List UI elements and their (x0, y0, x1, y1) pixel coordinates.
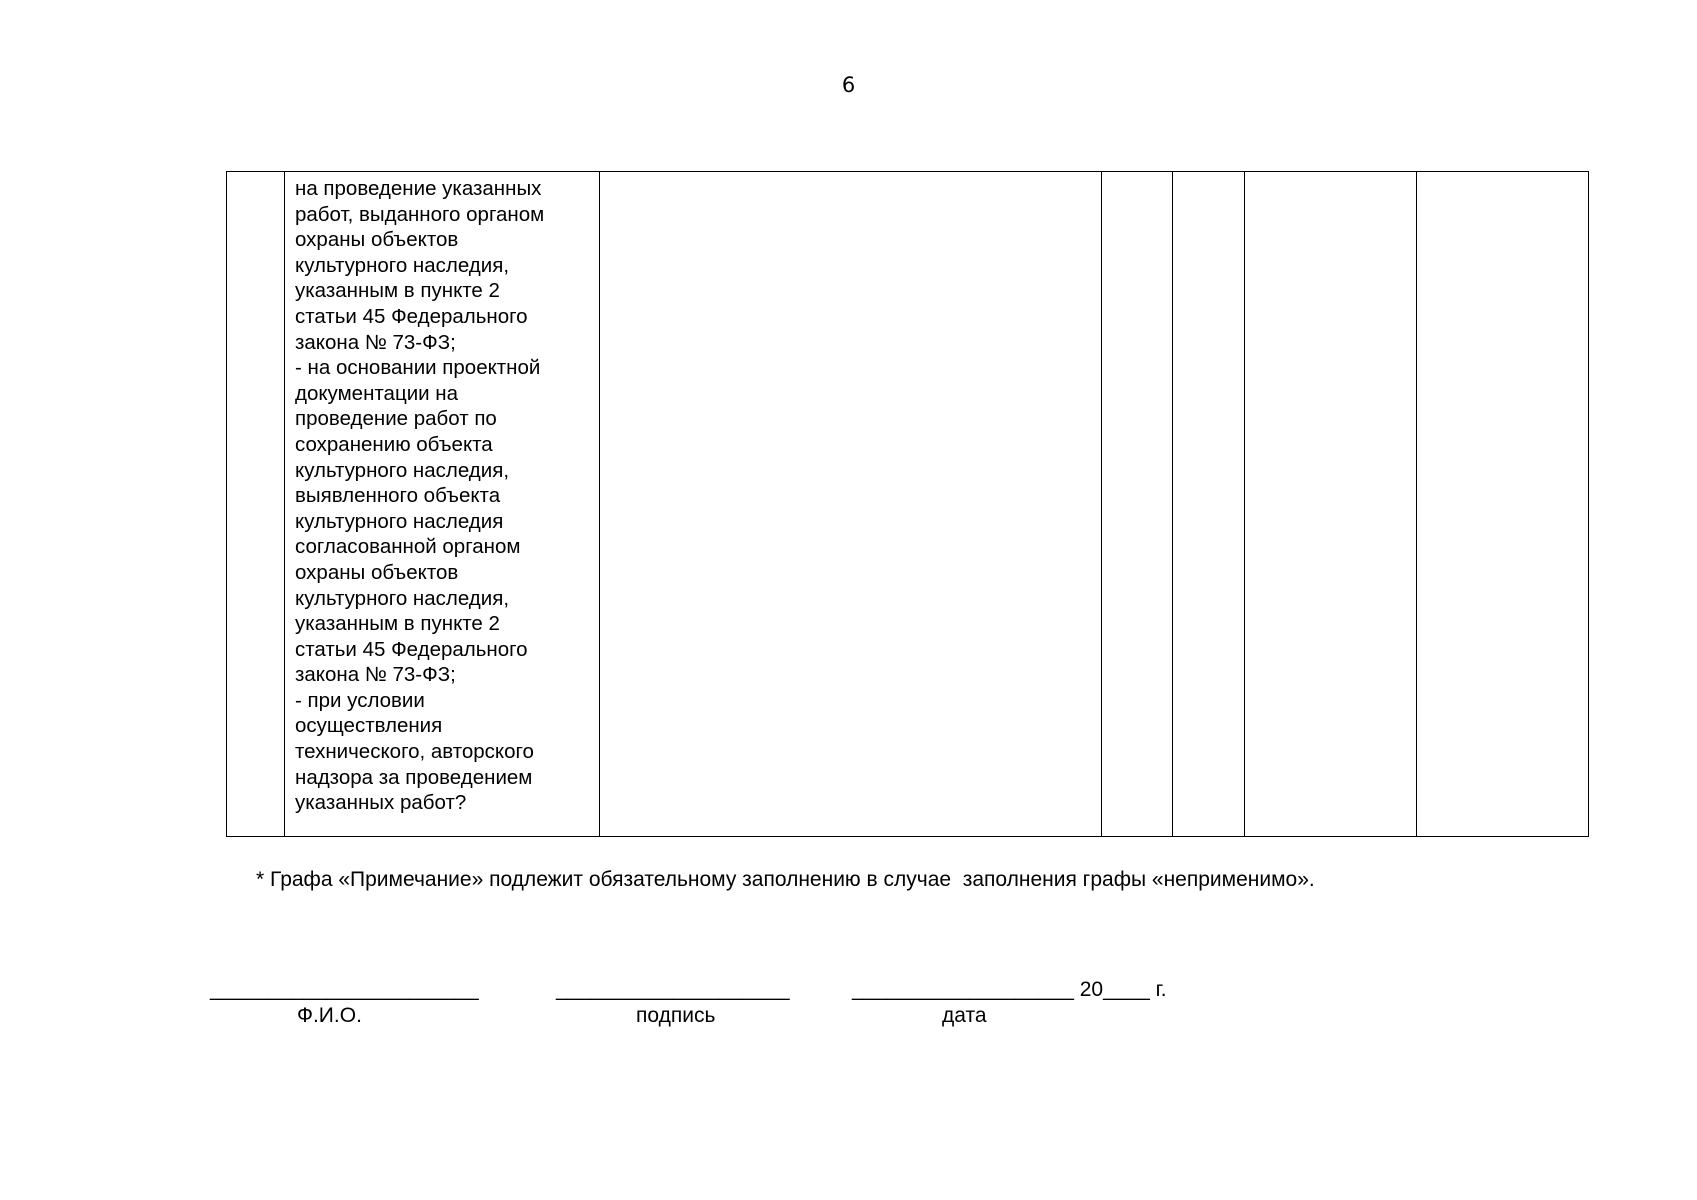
date-line: ___________________ 20____ г. (852, 978, 1167, 1001)
note-cell (1417, 172, 1589, 837)
question-cell: на проведение указанных работ, выданного органом охраны объектов культурного наследия, указанным в пункте 2 статьи 45 Федерального закона № 73-ФЗ; - на основании проектной документации на проведение работ по сохранению объекта культурного наследия, выявленного объекта культурного наследия согласованной органом охраны объектов культурного наследия, указанным в пункте 2 статьи 45 Федерального закона № 73-ФЗ; - при условии осуществления технического, авторского надзора за проведением указанных работ? (285, 172, 600, 837)
answer-no-cell (1173, 172, 1245, 837)
item-number-cell (227, 172, 285, 837)
not-applicable-cell (1245, 172, 1417, 837)
signature-label: подпись (636, 1004, 716, 1027)
page-number: 6 (841, 73, 856, 97)
signature-line: ____________________ (556, 978, 790, 1001)
requirements-cell (600, 172, 1102, 837)
footnote: * Графа «Примечание» подлежит обязательному заполнению в случае заполнения графы «неприменимо». (256, 868, 1315, 891)
answer-yes-cell (1102, 172, 1173, 837)
checklist-table (226, 171, 1589, 837)
table-row (227, 172, 1589, 837)
date-label: дата (942, 1004, 987, 1027)
fio-label: Ф.И.О. (297, 1004, 362, 1027)
fio-line: _______________________ (210, 978, 479, 1001)
